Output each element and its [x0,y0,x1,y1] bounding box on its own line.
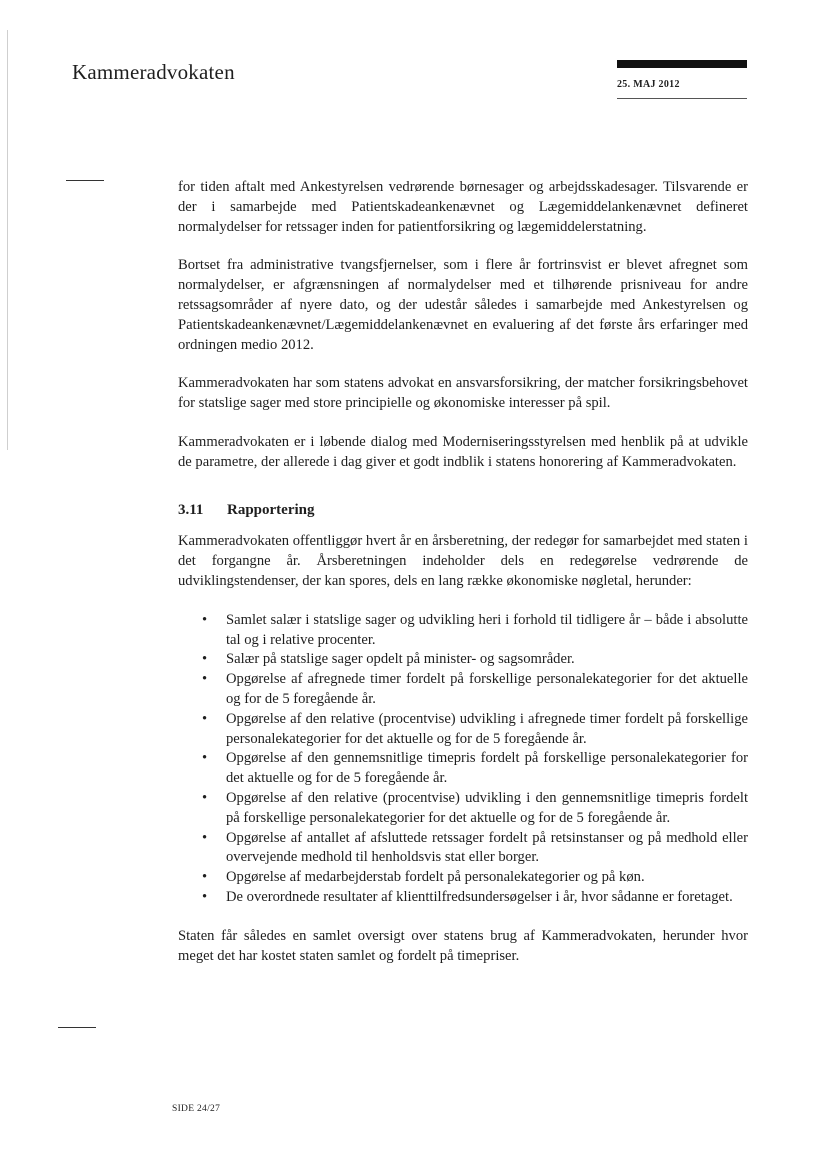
bullet-icon: • [202,671,208,688]
paragraph: Kammeradvokaten har som statens advokat en ansvarsforsikring, der matcher forsikringsbehovet for statslige sager med store principielle og økonomiske interesser på spil. [178,375,748,412]
bullet-icon: • [202,869,208,886]
margin-mark-bottom [58,1027,96,1028]
keyfigures-list [178,611,748,908]
section-intro: Kammeradvokaten offentliggør hvert år en årsberetning, der redegør for samarbejdet med staten i det forgangne år. Årsberetningen indeholder dels en redegørelse vedrørende de udviklingstendenser, der kan spores, dels en lang række økonomiske nøgletal, herunder: [178,533,748,589]
list-item [202,611,748,651]
paragraph: Bortset fra administrative tvangsfjernelser, som i flere år fortrinsvist er blevet afregnet som normalydelser, er afgrænsningen af normalydelser med et tilhørende prisniveau for andre retssagsområder af nyere dato, og der udestår således i samarbejde med Ankestyrelsen og Patientskadeankenævnet/Lægemiddelankenævnet en evaluering af det første års erfaringer med ordningen medio 2012. [178,257,748,353]
list-item [202,749,748,789]
section-number: 3.11 [178,501,204,518]
bullet-icon: • [202,750,208,767]
list-item [202,868,748,888]
list-item-text: Opgørelse af den gennemsnitlige timepris fordelt på forskellige personalekategorier for det aktuelle og for de 5 foregående år. [226,750,748,787]
bullet-icon: • [202,710,208,727]
margin-mark-top [66,180,104,181]
list-item-text: Opgørelse af afregnede timer fordelt på forskellige personalekategorier for det aktuelle og for de 5 foregående år. [226,671,748,707]
brand-title: Kammeradvokaten [72,60,235,84]
list-item-text: Opgørelse af den relative (procentvise) udvikling i afregnede timer fordelt på forskellige personalekategorier for det aktuelle og for de 5 foregående år. [226,710,748,747]
bullet-icon: • [202,611,208,628]
list-item [202,888,748,908]
document-body [178,178,748,985]
list-item-text: Opgørelse af antallet af afsluttede retssager fordelt på retsinstanser og på medhold eller overvejende medhold til henholdsvis stat eller borger. [226,829,748,866]
bullet-icon: • [202,829,208,846]
list-item-text: Salær på statslige sager opdelt på minister- og sagsområder. [226,651,575,668]
bullet-icon: • [202,651,208,668]
bullet-icon: • [202,888,208,905]
bullet-icon: • [202,789,208,806]
section-title: Rapportering [227,501,315,518]
list-item-text: Opgørelse af medarbejderstab fordelt på personalekategorier og på køn. [226,869,645,886]
date-bar [617,60,747,68]
list-item [202,829,748,869]
list-item-text: De overordnede resultater af klienttilfredsundersøgelser i år, hvor sådanne er foretaget. [226,888,733,905]
list-item [202,789,748,829]
list-item-text: Opgørelse af den relative (procentvise) udvikling i den gennemsnitlige timepris fordelt på forskellige personalekategorier for det aktuelle og for de 5 foregående år. [226,789,748,826]
scan-edge-line [7,30,8,450]
paragraph: for tiden aftalt med Ankestyrelsen vedrørende børnesager og arbejdsskadesager. Tilsvarende er der i samarbejde med Patientskadeankenævnet og Lægemiddelankenævnet defineret normalydelser for retssager inden for patientforsikring og lægemiddelerstatning. [178,179,748,235]
page-number: SIDE 24/27 [172,1104,221,1114]
document-date: 25. MAJ 2012 [617,79,680,90]
list-item [202,670,748,710]
paragraph: Kammeradvokaten er i løbende dialog med Moderniseringsstyrelsen med henblik på at udvikle de parametre, der allerede i dag giver et godt indblik i statens honorering af Kammeradvokaten. [178,433,748,470]
list-item [202,650,748,670]
closing-paragraph: Staten får således en samlet oversigt over statens brug af Kammeradvokaten, herunder hvor meget det har kostet staten samlet og fordelt på timepriser. [178,927,748,964]
list-item-text: Samlet salær i statslige sager og udvikling heri i forhold til tidligere år – både i absolutte tal og i relative procenter. [226,611,748,648]
section-heading [178,501,748,521]
list-item [202,710,748,750]
date-rule [617,98,747,99]
